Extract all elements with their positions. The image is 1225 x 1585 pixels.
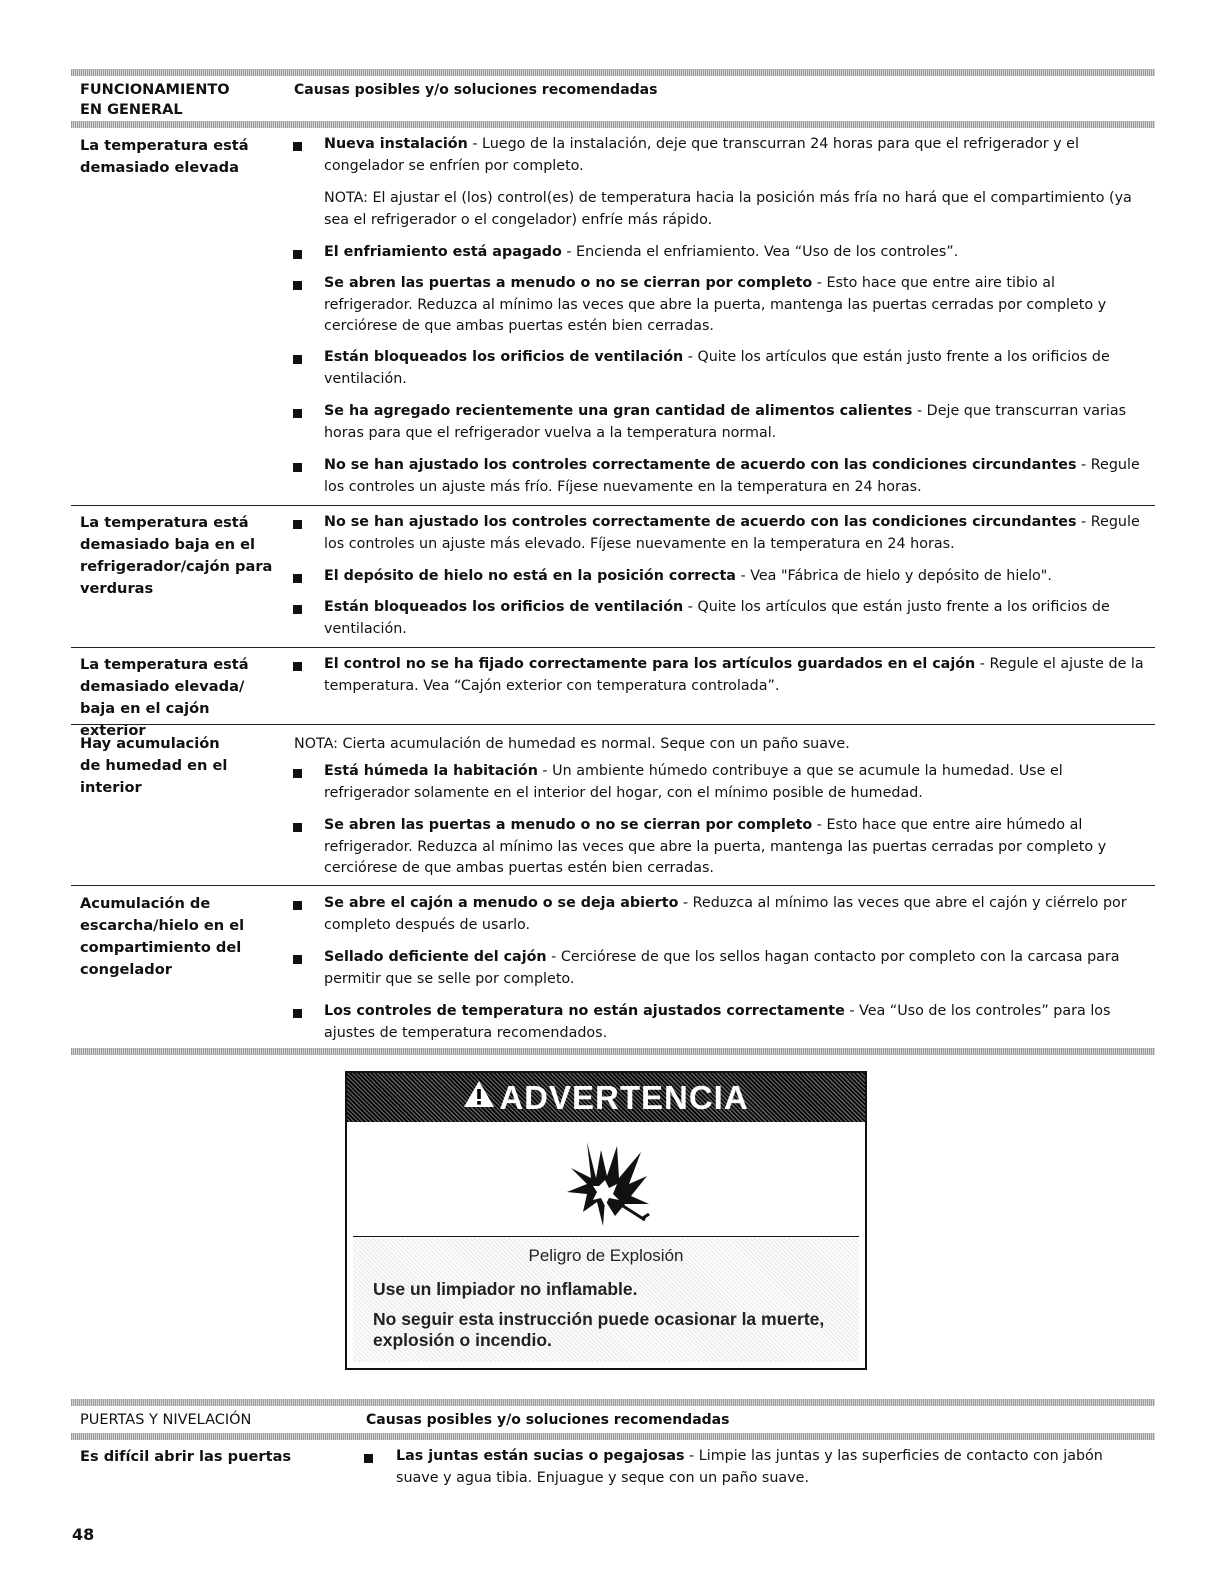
bullet-icon — [293, 955, 302, 964]
page-number: 48 — [72, 1525, 95, 1544]
header-band-top — [71, 1399, 1155, 1406]
solution-item: Está húmeda la habitación - Un ambiente húmedo contribuye a que se acumule la humedad. Use el refrigerador solamente en el interior del hogar, con el mínimo posible de humedad. — [324, 763, 1063, 801]
section-end-band — [71, 1048, 1155, 1055]
solution-item: No se han ajustado los controles correctamente de acuerdo con las condiciones circundantes - Regule los controles un ajuste más elevado. Fíjese nuevamente en la temperatura en 24 horas. — [324, 514, 1140, 552]
warning-triangle-icon — [463, 1072, 495, 1122]
warning-box — [345, 1071, 867, 1370]
row-divider — [71, 647, 1155, 648]
solution-item: El depósito de hielo no está en la posición correcta - Vea "Fábrica de hielo y depósito de hielo". — [324, 568, 1052, 584]
cause-label: Hay acumulación de humedad en el interior — [80, 735, 228, 796]
cause-label: Acumulación de escarcha/hielo en el compartimiento del congelador — [80, 895, 245, 978]
solution-item: Se abren las puertas a menudo o no se cierran por completo - Esto hace que entre aire tibio al refrigerador. Reduzca al mínimo las veces que abre la puerta, mantenga las puertas cerradas por completo y cerciórese de que ambas puertas estén bien cerradas. — [324, 275, 1107, 334]
solution-item: Se abre el cajón a menudo o se deja abierto - Reduzca al mínimo las veces que abre el cajón y ciérrelo por completo después de usarlo. — [324, 895, 1127, 933]
bullet-icon — [293, 769, 302, 778]
solution-item: Sellado deficiente del cajón - Cerciórese de que los sellos hagan contacto por completo con la carcasa para permitir que se selle por completo. — [324, 949, 1120, 987]
cause-label: La temperatura está demasiado baja en el refrigerador/cajón para verduras — [80, 514, 273, 597]
solution-item: Las juntas están sucias o pegajosas - Limpie las juntas y las superficies de contacto con jabón suave y agua tibia. Enjuague y seque con un paño suave. — [396, 1448, 1103, 1486]
warning-heading: Peligro de Explosión — [528, 1246, 684, 1265]
warning-consequence: No seguir esta instrucción puede ocasionar la muerte, explosión o incendio. — [373, 1309, 825, 1350]
solution-item: Nueva instalación - Luego de la instalación, deje que transcurran 24 horas para que el refrigerador y el congelador se enfríen por completo. — [324, 136, 1079, 174]
bullet-icon — [293, 142, 302, 151]
header-band-bottom — [71, 121, 1155, 128]
section-header-right: Causas posibles y/o soluciones recomendadas — [294, 82, 658, 98]
section-header-left: FUNCIONAMIENTO EN GENERAL — [80, 82, 230, 118]
bullet-icon — [293, 574, 302, 583]
row-divider — [71, 724, 1155, 725]
bullet-icon — [293, 409, 302, 418]
nota-text: NOTA: Cierta acumulación de humedad es normal. Seque con un paño suave. — [294, 736, 850, 752]
solution-item: Están bloqueados los orificios de ventilación - Quite los artículos que están justo frente a los orificios de ventilación. — [324, 599, 1110, 637]
section-header-left: PUERTAS Y NIVELACIÓN — [80, 1412, 252, 1428]
bullet-icon — [293, 662, 302, 671]
row-divider — [71, 885, 1155, 886]
warning-title-text: ADVERTENCIA — [499, 1079, 749, 1116]
solution-item: Se abren las puertas a menudo o no se cierran por completo - Esto hace que entre aire húmedo al refrigerador. Reduzca al mínimo las veces que abre la puerta, mantenga las puertas cerradas por completo y cerciórese de que ambas puertas estén bien cerradas. — [324, 817, 1107, 876]
bullet-icon — [293, 520, 302, 529]
section-header-right: Causas posibles y/o soluciones recomendadas — [366, 1412, 730, 1428]
bullet-icon — [293, 463, 302, 472]
bullet-icon — [293, 901, 302, 910]
cause-label: La temperatura está demasiado elevada — [80, 137, 249, 176]
warning-instruction: Use un limpiador no inflamable. — [373, 1279, 638, 1299]
bullet-icon — [293, 355, 302, 364]
nota-text: NOTA: El ajustar el (los) control(es) de temperatura hacia la posición más fría no hará que el compartimiento (ya sea el refrigerador o el congelador) enfríe más rápido. — [324, 190, 1132, 228]
header-band-top — [71, 69, 1155, 76]
cause-label: La temperatura está demasiado elevada/ baja en el cajón exterior — [80, 656, 249, 739]
bullet-icon — [364, 1454, 373, 1463]
solution-item: El enfriamiento está apagado - Encienda el enfriamiento. Vea “Uso de los controles”. — [324, 244, 959, 260]
cause-label: Es difícil abrir las puertas — [80, 1448, 292, 1465]
solution-item: Los controles de temperatura no están ajustados correctamente - Vea “Uso de los controles” para los ajustes de temperatura recomendados. — [324, 1003, 1111, 1041]
solution-item: Están bloqueados los orificios de ventilación - Quite los artículos que están justo frente a los orificios de ventilación. — [324, 349, 1110, 387]
bullet-icon — [293, 281, 302, 290]
solution-item: Se ha agregado recientemente una gran cantidad de alimentos calientes - Deje que transcurran varias horas para que el refrigerador vuelva a la temperatura normal. — [324, 403, 1127, 441]
solution-item: No se han ajustado los controles correctamente de acuerdo con las condiciones circundantes - Regule los controles un ajuste más frío. Fíjese nuevamente en la temperatura en 24 horas. — [324, 457, 1140, 495]
bullet-icon — [293, 605, 302, 614]
explosion-icon — [563, 1140, 653, 1228]
bullet-icon — [293, 1009, 302, 1018]
row-divider — [71, 505, 1155, 506]
header-band-bottom — [71, 1433, 1155, 1440]
bullet-icon — [293, 250, 302, 259]
explosion-icon-area — [353, 1126, 859, 1237]
warning-text-panel — [353, 1238, 859, 1362]
warning-title-bar — [347, 1073, 865, 1122]
bullet-icon — [293, 823, 302, 832]
solution-item: El control no se ha fijado correctamente para los artículos guardados en el cajón - Regule el ajuste de la temperatura. Vea “Cajón exterior con temperatura controlada”. — [324, 656, 1144, 694]
